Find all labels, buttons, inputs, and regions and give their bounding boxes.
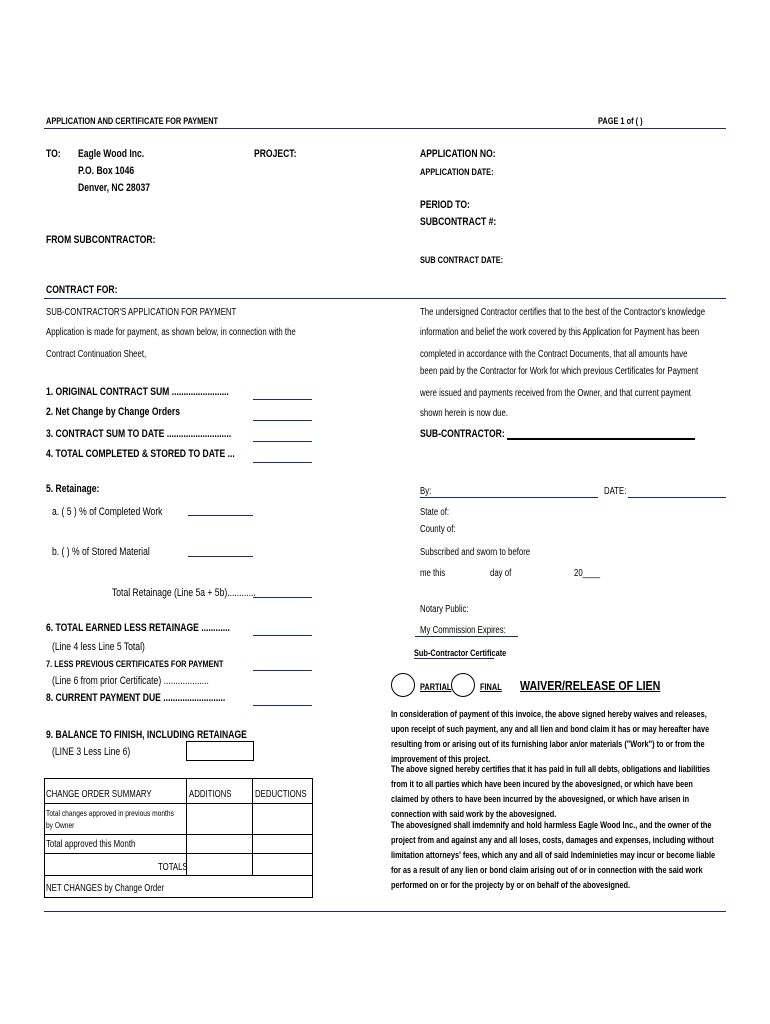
line8-current-payment-due: 8. CURRENT PAYMENT DUE .......................... <box>46 692 226 704</box>
form-title: APPLICATION AND CERTIFICATE FOR PAYMENT <box>46 116 219 126</box>
line6-amount-field[interactable] <box>253 635 312 636</box>
line9-balance-to-finish: 9. BALANCE TO FINISH, INCLUDING RETAINAGE <box>46 729 247 741</box>
sub-contractor-certificate: Sub-Contractor Certificate <box>414 648 507 658</box>
line5b-amount-field[interactable] <box>188 556 253 557</box>
line5-retainage: 5. Retainage: <box>46 483 100 495</box>
project-label: PROJECT: <box>254 148 297 160</box>
line6-total-earned: 6. TOTAL EARNED LESS RETAINAGE ............ <box>46 622 230 634</box>
state-of-label: State of: <box>420 507 450 518</box>
approved-this-month-label: Total approved this Month <box>46 839 136 850</box>
day-of-label: day of <box>490 568 512 579</box>
partial-label: PARTIAL <box>420 682 452 692</box>
from-subcontractor-label: FROM SUBCONTRACTOR: <box>46 234 156 246</box>
date-field[interactable] <box>628 497 726 498</box>
sub-contractor-signature-field[interactable] <box>507 438 695 440</box>
by-owner-label: by Owner <box>46 820 75 830</box>
page-number: PAGE 1 of ( ) <box>598 116 643 126</box>
line2-amount-field[interactable] <box>253 420 312 421</box>
notary-public-label: Notary Public: <box>420 604 469 615</box>
certify-line5: were issued and payments received from the Owner, and that current payment <box>420 388 691 399</box>
table-row-line3 <box>44 853 312 854</box>
line3-contract-sum-to-date: 3. CONTRACT SUM TO DATE ........................... <box>46 428 232 440</box>
by-signature-field[interactable] <box>420 497 598 498</box>
table-row-line4 <box>44 875 312 876</box>
additions-header: ADDITIONS <box>189 789 232 800</box>
certificate-underline <box>414 658 494 659</box>
line6-note: (Line 4 less Line 5 Total) <box>52 641 145 653</box>
application-intro-line1: Application is made for payment, as shown below, in connection with the <box>46 327 296 338</box>
period-to-label: PERIOD TO: <box>420 199 470 211</box>
header-rule <box>44 128 726 129</box>
line4-total-completed: 4. TOTAL COMPLETED & STORED TO DATE ... <box>46 448 235 460</box>
line1-amount-field[interactable] <box>253 399 312 400</box>
sub-contract-date-label: SUB CONTRACT DATE: <box>420 255 504 265</box>
application-heading: SUB-CONTRACTOR'S APPLICATION FOR PAYMENT <box>46 307 237 318</box>
line5a-completed-work: a. ( 5 ) % of Completed Work <box>52 506 163 518</box>
change-order-summary-header: CHANGE ORDER SUMMARY <box>46 789 152 800</box>
line3-amount-field[interactable] <box>253 441 312 442</box>
totals-label: TOTALS <box>158 862 188 873</box>
me-this-label: me this <box>420 568 446 579</box>
subcontract-no-label: SUBCONTRACT #: <box>420 216 497 228</box>
line1-original-contract-sum: 1. ORIGINAL CONTRACT SUM ........................ <box>46 386 229 398</box>
application-no-label: APPLICATION NO: <box>420 148 496 160</box>
certify-line3: completed in accordance with the Contract Documents, that all amounts have <box>420 349 688 360</box>
net-changes-label: NET CHANGES by Change Order <box>46 883 165 894</box>
previous-months-label: Total changes approved in previous months <box>46 808 174 818</box>
line7-previous-certificates: 7. LESS PREVIOUS CERTIFICATES FOR PAYMENT <box>46 659 224 669</box>
line7-note: (Line 6 from prior Certificate) ................... <box>52 675 209 687</box>
waiver-title: WAIVER/RELEASE OF LIEN <box>520 678 661 693</box>
to-address2: Denver, NC 28037 <box>78 182 151 194</box>
deductions-header: DEDUCTIONS <box>255 789 307 800</box>
certify-line6: shown herein is now due. <box>420 408 509 419</box>
bottom-rule <box>44 911 726 912</box>
commission-expires-field[interactable] <box>415 636 518 637</box>
final-label: FINAL <box>480 682 502 692</box>
line5b-stored-material: b. ( ) % of Stored Material <box>52 546 150 558</box>
total-retainage: Total Retainage (Line 5a + 5b)............ <box>112 587 256 599</box>
sub-contractor-label: SUB-CONTRACTOR: <box>420 428 505 440</box>
waiver-paragraph2: The above signed hereby certifies that it has paid in full all debts, obligations and liabilities from it to all parties which have been incured by the abovesigned, or which have been claimed by others to have been incurred by the abovesigned, or which have arisen in connection with said work by the abovesigned. <box>391 764 711 819</box>
total-retainage-field[interactable] <box>253 597 312 598</box>
contract-rule <box>44 298 726 299</box>
line4-amount-field[interactable] <box>253 462 312 463</box>
line7-amount-field[interactable] <box>253 670 312 671</box>
year-label: 20____ <box>574 568 601 579</box>
subscribed-label: Subscribed and sworn to before <box>420 547 531 558</box>
table-row-line1 <box>44 803 312 804</box>
certify-line1: The undersigned Contractor certifies that to the best of the Contractor's knowledge <box>420 307 706 318</box>
application-intro-line2: Contract Continuation Sheet, <box>46 349 147 360</box>
partial-radio[interactable] <box>391 673 415 697</box>
line5a-amount-field[interactable] <box>188 515 253 516</box>
by-label: By: <box>420 486 432 497</box>
contract-for-label: CONTRACT FOR: <box>46 284 118 296</box>
waiver-paragraph1: In consideration of payment of this invoice, the above signed hereby waives and releases, upon receipt of such payment, any and all lien and bond claim it has or may hereafter have resulting from or arising out of its furnishing labor an/or materials ("Work") to or from the improvement of this project. <box>391 709 710 764</box>
final-radio[interactable] <box>451 673 475 697</box>
line9-note: (LINE 3 Less Line 6) <box>52 746 131 758</box>
line8-amount-field[interactable] <box>253 705 312 706</box>
commission-expires-label: My Commission Expires: <box>420 625 506 636</box>
table-divider-1 <box>186 778 187 875</box>
county-of-label: County of: <box>420 524 456 535</box>
line2-net-change: 2. Net Change by Change Orders <box>46 406 180 418</box>
waiver-paragraph3: The abovesigned shall imdemnify and hold harmless Eagle Wood Inc., and the owner of the project from and against any and all loses, costs, damages and expenses, including without limitation attorneys' fees, which any and all of said Indeminieties may incur or become liable for as a result of any lien or bond claim arising out of or in connection with the said work performed on or for the projecty by or on behalf of the abovesigned. <box>391 820 716 890</box>
application-date-label: APPLICATION DATE: <box>420 167 494 177</box>
table-row-line2 <box>44 834 312 835</box>
date-label: DATE: <box>604 486 627 497</box>
certify-line4: been paid by the Contractor for Work for which previous Certificates for Payment <box>420 366 699 377</box>
line9-amount-field[interactable] <box>186 741 254 761</box>
certify-line2: information and belief the work covered by this Application for Payment has been <box>420 327 700 338</box>
to-label: TO: <box>46 148 61 160</box>
to-address1: P.O. Box 1046 <box>78 165 135 177</box>
table-divider-2 <box>252 778 253 875</box>
to-name: Eagle Wood Inc. <box>78 148 145 160</box>
